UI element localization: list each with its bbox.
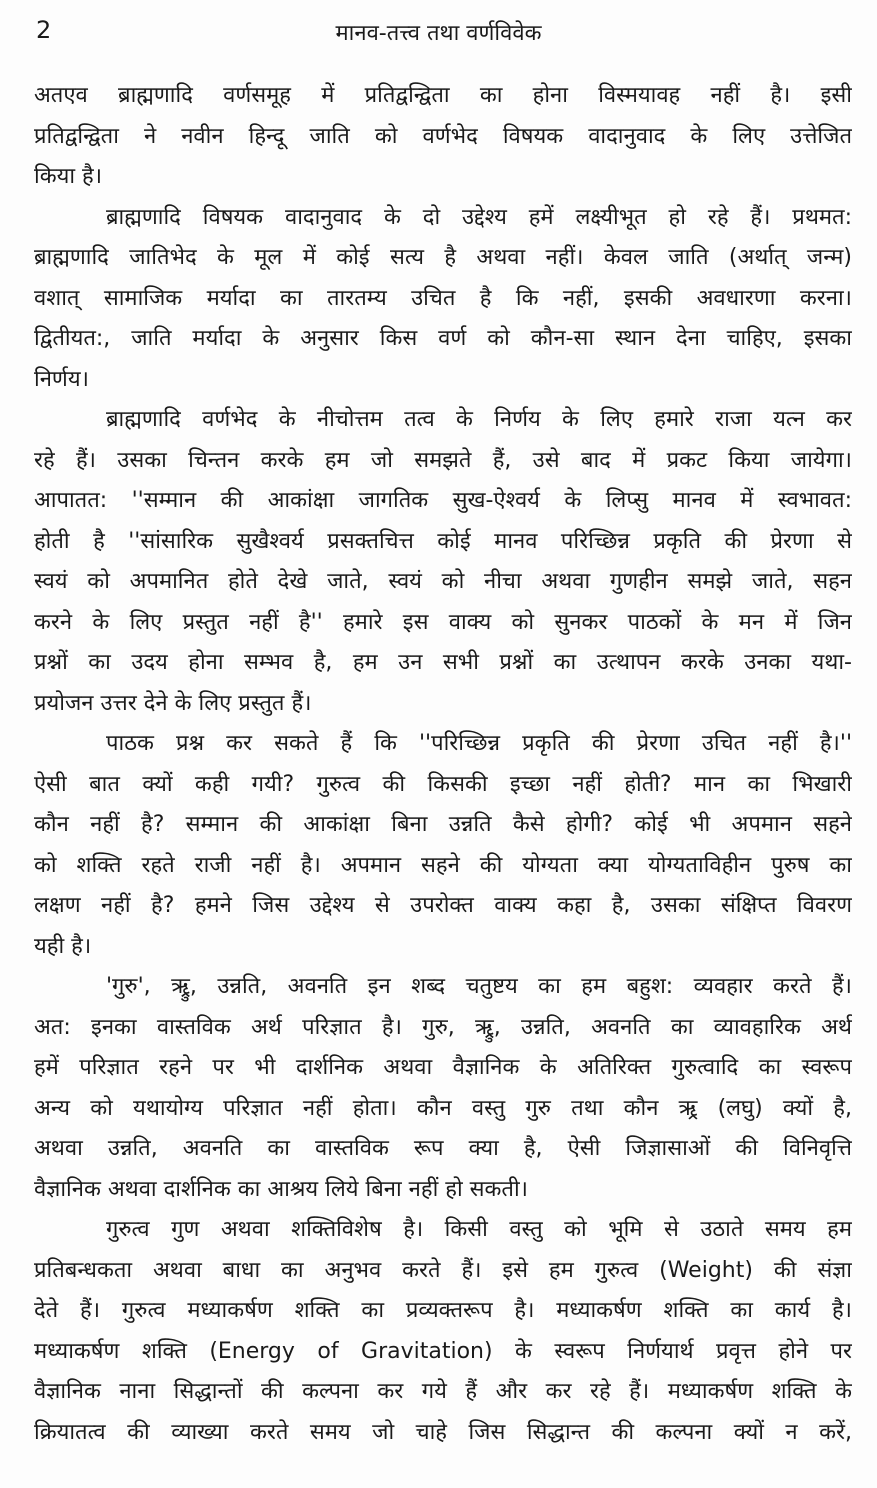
paragraph	[34, 967, 852, 1210]
text-line: स्वयं को अपमानित होते देखे जाते, स्वयं को नीचा अथवा गुणहीन समझे जाते, सहन	[34, 569, 852, 594]
text-line: रहे हैं। उसका चिन्तन करके हम जो समझते हैं, उसे बाद में प्रकट किया जायेगा।	[34, 447, 852, 473]
text-line: वैज्ञानिक नाना सिद्धान्तों की कल्पना कर गये हैं और कर रहे हैं। मध्याकर्षण शक्ति के	[34, 1379, 852, 1404]
text-line: करने के लिए प्रस्तुत नहीं है'' हमारे इस वाक्य को सुनकर पाठकों के मन में जिन	[34, 609, 852, 635]
text-line: देते हैं। गुरुत्व मध्याकर्षण शक्ति का प्रव्यक्तरूप है। मध्याकर्षण शक्ति का कार्य है।	[34, 1298, 852, 1323]
text-line: कौन नहीं है? सम्मान की आकांक्षा बिना उन्नति कैसे होगी? कोई भी अपमान सहने	[34, 812, 852, 837]
text-line: यही है।	[34, 933, 92, 959]
text-line: पाठक प्रश्न कर सकते हैं कि ''परिच्छिन्न प्रकृति की प्रेरणा उचित नहीं है।''	[106, 731, 852, 756]
text-line: द्वितीयत:, जाति मर्यादा के अनुसार किस वर्ण को कौन-सा स्थान देना चाहिए, इसका	[34, 326, 852, 351]
running-head	[34, 14, 843, 50]
paragraph	[34, 198, 852, 401]
text-line: गुरुत्व गुण अथवा शक्तिविशेष है। किसी वस्तु को भूमि से उठाते समय हम	[106, 1217, 852, 1242]
text-line: होती है ''सांसारिक सुखैश्वर्य प्रसक्तचित्त कोई मानव परिच्छिन्न प्रकृति की प्रेरणा से	[34, 528, 852, 554]
text-line: क्रियातत्व की व्याख्या करते समय जो चाहे जिस सिद्धान्त की कल्पना क्यों न करें,	[34, 1419, 852, 1445]
text-line: लक्षण नहीं है? हमने जिस उद्देश्य से उपरोक्त वाक्य कहा है, उसका संक्षिप्त विवरण	[34, 893, 852, 918]
text-line: निर्णय।	[34, 366, 89, 392]
text-line: ब्राह्मणादि जातिभेद के मूल में कोई सत्य है अथवा नहीं। केवल जाति (अर्थात् जन्म)	[34, 245, 852, 270]
text-line: ब्राह्मणादि विषयक वादानुवाद के दो उद्देश्य हमें लक्ष्यीभूत हो रहे हैं। प्रथमत:	[106, 204, 852, 230]
text-line: हमें परिज्ञात रहने पर भी दार्शनिक अथवा वैज्ञानिक के अतिरिक्त गुरुत्वादि का स्वरूप	[34, 1055, 852, 1080]
text-line: 'गुरु', ऋ्रु, उन्नति, अवनति इन शब्द चतुष्टय का हम बहुश: व्यवहार करते हैं।	[106, 974, 852, 999]
text-line: अन्य को यथायोग्य परिज्ञात नहीं होता। कौन वस्तु गुरु तथा कौन ऋ्र (लघु) क्यों है,	[34, 1095, 852, 1121]
page-number: 2	[36, 16, 52, 44]
text-line: मध्याकर्षण शक्ति (Energy of Gravitation) के स्वरूप निर्णयार्थ प्रवृत्त होने पर	[34, 1338, 852, 1364]
body-text	[34, 76, 852, 1453]
text-line: प्रतिद्वन्द्विता ने नवीन हिन्दू जाति को वर्णभेद विषयक वादानुवाद के लिए उत्तेजित	[34, 123, 852, 149]
paragraph	[34, 1210, 852, 1453]
paragraph	[34, 724, 852, 967]
text-line: को शक्ति रहते राजी नहीं है। अपमान सहने की योग्यता क्या योग्यताविहीन पुरुष का	[34, 852, 852, 878]
text-line: ब्राह्मणादि वर्णभेद के नीचोत्तम तत्व के निर्णय के लिए हमारे राजा यत्न कर	[106, 407, 852, 432]
text-line: प्रतिबन्धकता अथवा बाधा का अनुभव करते हैं। इसे हम गुरुत्व (Weight) की संज्ञा	[34, 1257, 852, 1283]
text-line: वैज्ञानिक अथवा दार्शनिक का आश्रय लिये बिना नहीं हो सकती।	[34, 1176, 528, 1202]
text-line: प्रयोजन उत्तर देने के लिए प्रस्तुत हैं।	[34, 690, 312, 716]
paragraph	[34, 76, 852, 198]
text-line: अथवा उन्नति, अवनति का वास्तविक रूप क्या है, ऐसी जिज्ञासाओं की विनिवृत्ति	[34, 1136, 852, 1161]
text-line: वशात् सामाजिक मर्यादा का तारतम्य उचित है कि नहीं, इसकी अवधारणा करना।	[34, 285, 852, 311]
text-line: आपातत: ''सम्मान की आकांक्षा जागतिक सुख-ऐश्वर्य के लिप्सु मानव में स्वभावत:	[34, 488, 852, 513]
text-line: ऐसी बात क्यों कही गयी? गुरुत्व की किसकी इच्छा नहीं होती? मान का भिखारी	[34, 771, 852, 797]
running-title: मानव-तत्त्व तथा वर्णविवेक	[335, 21, 542, 46]
text-line: अतएव ब्राह्मणादि वर्णसमूह में प्रतिद्वन्द्विता का होना विस्मयावह नहीं है। इसी	[34, 83, 852, 108]
text-line: अत: इनका वास्तविक अर्थ परिज्ञात है। गुरु, ऋ्रु, उन्नति, अवनति का व्यावहारिक अर्थ	[34, 1014, 852, 1040]
text-line: प्रश्नों का उदय होना सम्भव है, हम उन सभी प्रश्नों का उत्थापन करके उनका यथा-	[34, 650, 852, 675]
paragraph	[34, 400, 852, 724]
text-line: किया है।	[34, 164, 103, 189]
